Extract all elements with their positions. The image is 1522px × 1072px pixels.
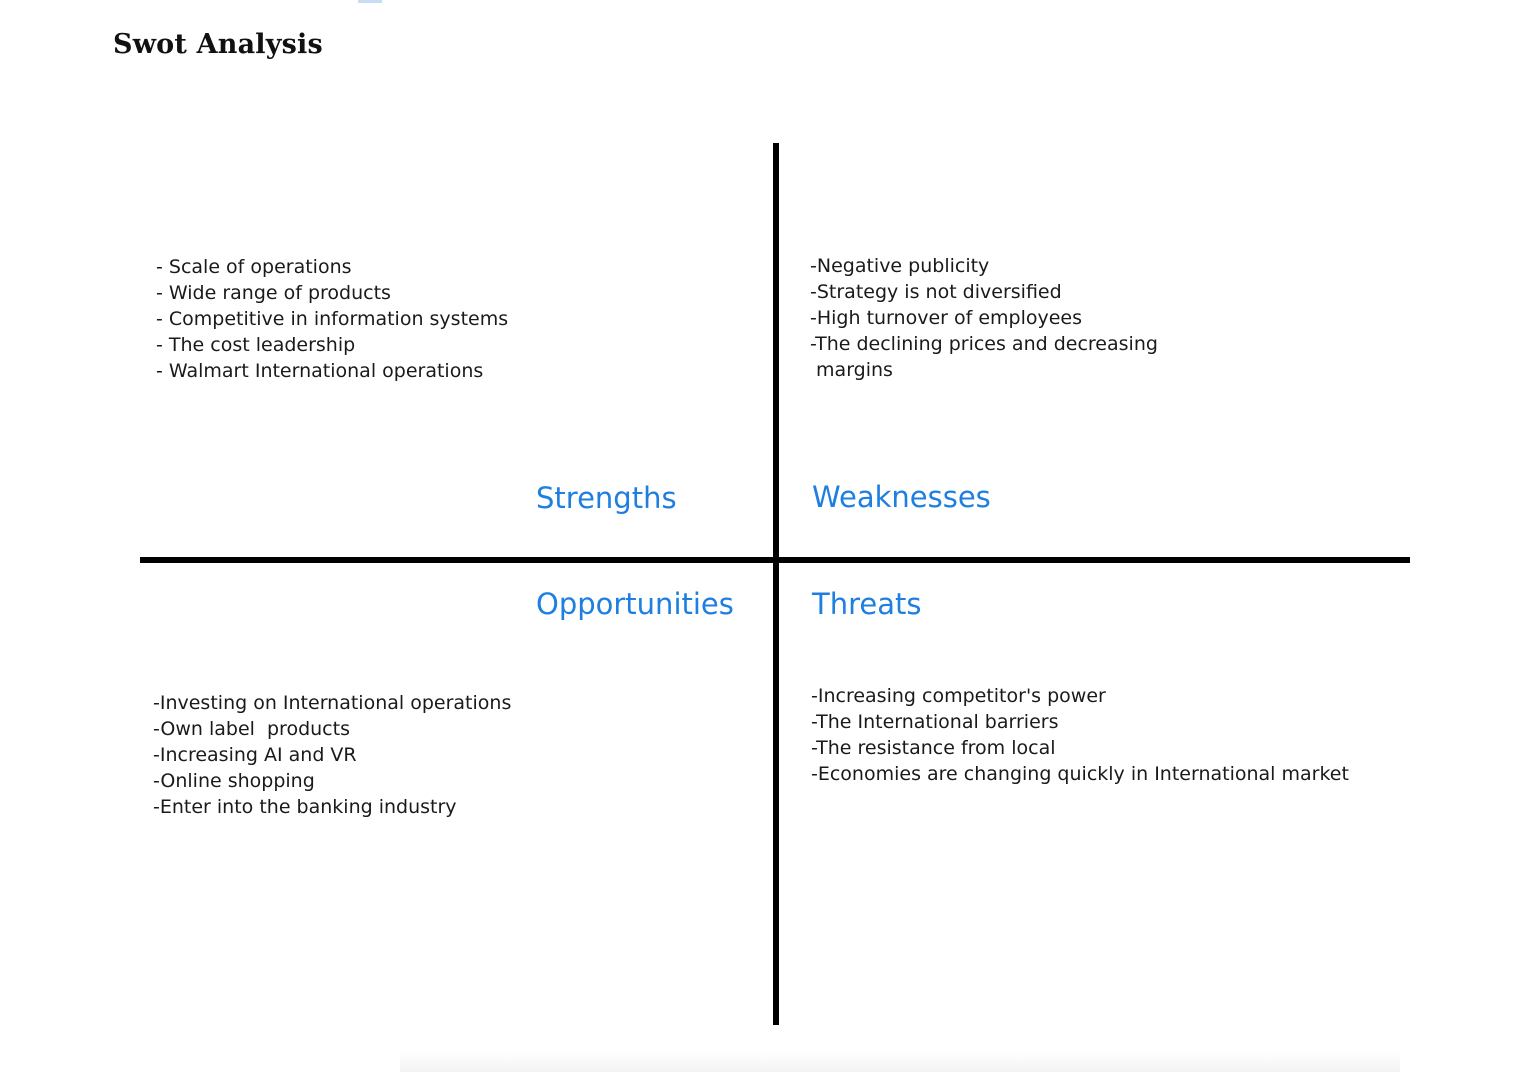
threats-item: -Increasing competitor's power (811, 685, 1106, 707)
opportunities-item: -Increasing AI and VR (153, 744, 357, 766)
strengths-item: - Scale of operations (156, 256, 352, 278)
weaknesses-label: Weaknesses (812, 480, 991, 514)
weaknesses-item: -Negative publicity (810, 255, 990, 277)
strengths-item: - Competitive in information systems (156, 308, 509, 330)
strengths-list (156, 254, 508, 384)
threats-item: -The resistance from local (811, 737, 1056, 759)
weaknesses-item: -High turnover of employees (810, 307, 1083, 329)
weaknesses-item: -Strategy is not diversified (810, 281, 1062, 303)
strengths-item: - Walmart International operations (156, 360, 484, 382)
opportunities-item: -Own label products (153, 718, 350, 740)
opportunities-item: -Enter into the banking industry (153, 796, 457, 818)
weaknesses-list (810, 253, 1158, 383)
horizontal-axis (140, 557, 1410, 563)
threats-label: Threats (812, 587, 922, 621)
threats-list (811, 683, 1349, 787)
threats-item: -The International barriers (811, 711, 1059, 733)
strengths-item: - Wide range of products (156, 282, 391, 304)
opportunities-label: Opportunities (536, 587, 734, 621)
opportunities-list (153, 690, 511, 820)
page-title: Swot Analysis (113, 29, 323, 60)
opportunities-item: -Investing on International operations (153, 692, 512, 714)
weaknesses-item: margins (810, 359, 893, 381)
page-bottom-shadow (400, 1052, 1400, 1072)
strengths-label: Strengths (536, 481, 677, 515)
weaknesses-item: -The declining prices and decreasing (810, 333, 1158, 355)
selection-marker (358, 0, 382, 3)
threats-item: -Economies are changing quickly in International market (811, 763, 1349, 785)
strengths-item: - The cost leadership (156, 334, 356, 356)
vertical-axis (773, 143, 779, 1025)
opportunities-item: -Online shopping (153, 770, 315, 792)
